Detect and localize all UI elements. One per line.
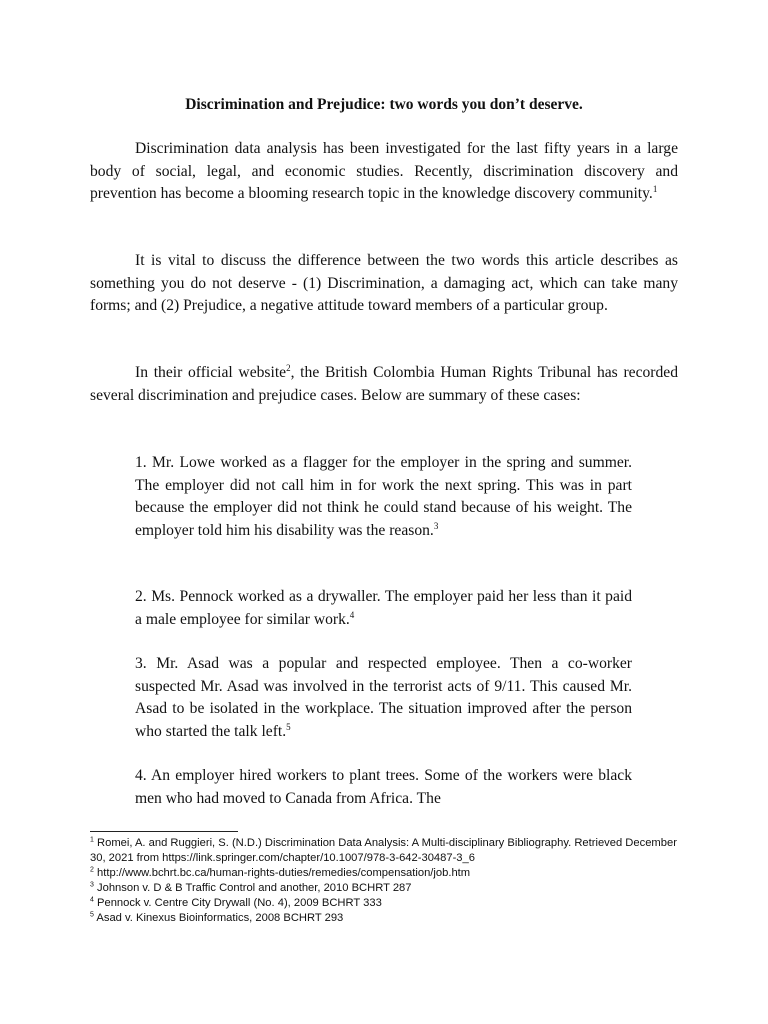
footnotes-list bbox=[90, 836, 680, 926]
footnote-separator bbox=[90, 831, 238, 832]
footnote-4 bbox=[90, 896, 680, 911]
footnote-number: 5 bbox=[90, 911, 94, 919]
paragraph-text-after: , the British Colombia Human Rights Tribunal has recorded several discrimination and prejudice cases. Below are summary of these cases: bbox=[90, 364, 678, 404]
footnote-number: 4 bbox=[90, 896, 94, 904]
footnote-ref: 3 bbox=[433, 520, 439, 531]
paragraph-intro bbox=[90, 138, 678, 206]
footnote-1 bbox=[90, 836, 680, 866]
paragraph-text: Discrimination data analysis has been investigated for the last fifty years in a large body of social, legal, and economic studies. Recently, discrimination discovery and prevention has become a blooming research topic in the knowledge discovery community. bbox=[90, 140, 678, 202]
footnote-number: 3 bbox=[90, 881, 94, 889]
paragraph-definitions bbox=[90, 250, 678, 318]
footnote-number: 1 bbox=[90, 836, 94, 844]
footnote-text: Asad v. Kinexus Bioinformatics, 2008 BCHRT 293 bbox=[96, 912, 344, 924]
paragraph-text: It is vital to discuss the difference between the two words this article describes as something you do not deserve - (1) Discrimination, a damaging act, which can take many forms; and (2) Prejudice, a negative attitude toward members of a particular group. bbox=[90, 252, 678, 314]
footnote-ref: 4 bbox=[349, 609, 355, 620]
case-item-2 bbox=[135, 586, 632, 631]
paragraph-text-before: In their official website bbox=[135, 364, 287, 381]
case-item-4 bbox=[135, 765, 632, 810]
footnote-ref: 5 bbox=[286, 721, 291, 732]
footnote-link[interactable]: http://www.bchrt.bc.ca/human-rights-duties/remedies/compensation/job.htm bbox=[97, 867, 471, 879]
footnote-3 bbox=[90, 881, 680, 896]
case-text: 3. Mr. Asad was a popular and respected employee. Then a co-worker suspected Mr. Asad was involved in the terrorist acts of 9/11. This caused Mr. Asad to be isolated in the workplace. The situation improved after the person who started the talk left. bbox=[135, 655, 632, 740]
paragraph-tribunal bbox=[90, 362, 678, 407]
footnote-text: Johnson v. D & B Traffic Control and another, 2010 BCHRT 287 bbox=[97, 882, 412, 894]
case-text: 2. Ms. Pennock worked as a drywaller. The employer paid her less than it paid a male employee for similar work. bbox=[135, 588, 632, 628]
case-item-1 bbox=[135, 452, 632, 542]
case-text: 1. Mr. Lowe worked as a flagger for the employer in the spring and summer. The employer did not call him in for work the next spring. This was in part because the employer did not think he could stand because of his weight. The employer told him his disability was the reason. bbox=[135, 454, 632, 539]
case-item-3 bbox=[135, 653, 632, 743]
footnote-number: 2 bbox=[90, 866, 94, 874]
case-text: 4. An employer hired workers to plant trees. Some of the workers were black men who had moved to Canada from Africa. The bbox=[135, 767, 632, 807]
footnote-5 bbox=[90, 911, 680, 926]
footnote-text: Pennock v. Centre City Drywall (No. 4), 2009 BCHRT 333 bbox=[97, 897, 382, 909]
document-title: Discrimination and Prejudice: two words you don’t deserve. bbox=[185, 96, 583, 113]
footnote-ref: 1 bbox=[652, 183, 658, 194]
footnote-ref: 2 bbox=[286, 362, 291, 373]
footnote-text: Romei, A. and Ruggieri, S. (N.D.) Discrimination Data Analysis: A Multi-disciplinary Bibliography. Retrieved December 30, 2021 from https://link.springer.com/chapter/10.1007/978-3-642-30487-3_6 bbox=[90, 837, 677, 864]
footnote-2 bbox=[90, 866, 680, 881]
